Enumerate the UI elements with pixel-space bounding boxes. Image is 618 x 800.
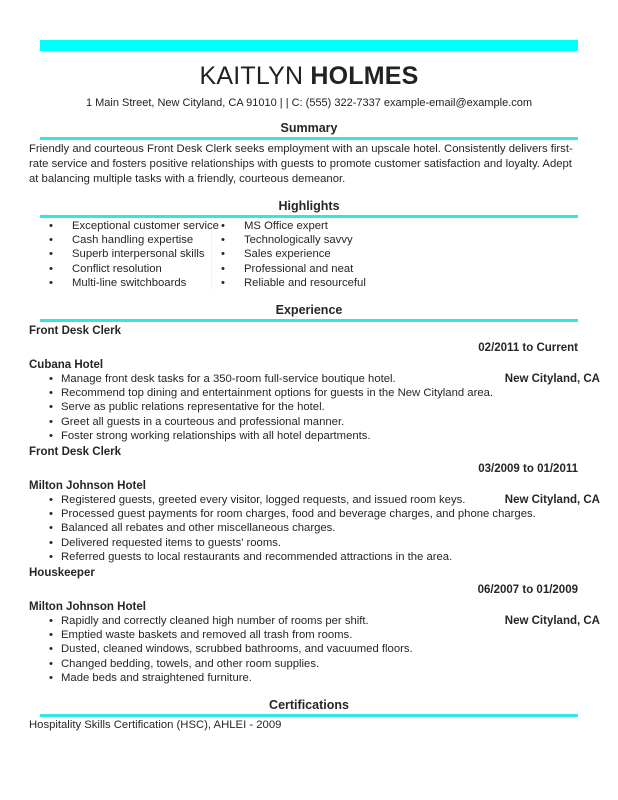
company-name: Milton Johnson Hotel: [29, 601, 146, 614]
job-duties: [40, 372, 600, 443]
duty-item: • Referred guests to local restaurants and recommended attractions in the area.: [29, 550, 578, 564]
duty-item: • Changed bedding, towels, and other room supplies.: [29, 657, 578, 671]
job-dates: 02/2011 to Current: [478, 342, 578, 355]
job-location: New Cityland, CA: [504, 494, 600, 507]
highlight-item: • Technologically savvy: [212, 233, 366, 247]
highlight-item: • Multi-line switchboards: [40, 276, 211, 290]
job-entry: [29, 445, 600, 564]
highlight-item: • Superb interpersonal skills: [40, 247, 211, 261]
job-entry: [29, 324, 600, 443]
duty-item: • Processed guest payments for room charges, food and beverage charges, and phone charges.: [29, 507, 578, 521]
duty-item: • Greet all guests in a courteous and professional manner.: [29, 415, 578, 429]
highlight-item: • MS Office expert: [212, 219, 366, 233]
job-dates: 06/2007 to 01/2009: [477, 584, 578, 597]
company-name: Cubana Hotel: [29, 359, 104, 372]
company-name: Milton Johnson Hotel: [29, 480, 146, 493]
summary-text: Friendly and courteous Front Desk Clerk seeks employment with an upscale hotel. Consistently delivers first-rate service and fosters positive relationships with guests to promote customer satisfaction and loyalty. Adept at balancing multiple tasks with a friendly, courteous demeanor.: [29, 143, 573, 185]
job-duties: [40, 614, 600, 685]
duty-item: [29, 493, 600, 507]
summary-heading: Summary: [280, 121, 338, 135]
highlights-column-2: [212, 219, 366, 290]
section-divider: [40, 215, 578, 218]
section-divider: [40, 714, 578, 717]
certifications-heading: Certifications: [269, 698, 349, 713]
section-divider: [40, 319, 578, 322]
duty-text: Registered guests, greeted every visitor, logged requests, and issued room keys.: [61, 494, 466, 507]
job-title: Houskeeper: [29, 567, 95, 580]
duty-text: Manage front desk tasks for a 350-room full-service boutique hotel.: [61, 373, 396, 386]
duty-item: • Balanced all rebates and other miscellaneous charges.: [29, 521, 578, 535]
highlight-item: • Conflict resolution: [40, 262, 211, 276]
duty-item: • Dusted, cleaned windows, scrubbed bathrooms, and vacuumed floors.: [29, 642, 578, 656]
highlight-item: • Professional and neat: [212, 262, 366, 276]
duty-item: • Recommend top dining and entertainment options for guests in the New Cityland area.: [29, 386, 578, 400]
duty-item: • Made beds and straightened furniture.: [29, 671, 578, 685]
last-name: HOLMES: [310, 62, 419, 90]
highlight-item: • Exceptional customer service: [40, 219, 211, 233]
highlights-list: [40, 219, 578, 290]
job-dates: 03/2009 to 01/2011: [478, 463, 578, 476]
contact-info: 1 Main Street, New Cityland, CA 91010 | | C: (555) 322-7337 example-email@example.com: [85, 97, 533, 109]
section-divider: [40, 137, 578, 140]
highlights-column-1: [40, 219, 219, 290]
top-accent-bar: [40, 40, 578, 51]
first-name: KAITLYN: [199, 62, 304, 90]
candidate-name: [40, 61, 578, 91]
experience-heading: Experience: [275, 303, 343, 318]
job-title: Front Desk Clerk: [29, 325, 122, 338]
job-location: New Cityland, CA: [504, 615, 600, 628]
duty-item: [29, 614, 600, 628]
highlight-item: • Reliable and resourceful: [212, 276, 366, 290]
job-duties: [40, 493, 600, 564]
duty-item: • Serve as public relations representative for the hotel.: [29, 400, 578, 414]
duty-item: • Foster strong working relationships with all hotel departments.: [29, 429, 578, 443]
job-title: Front Desk Clerk: [29, 446, 122, 459]
duty-item: • Emptied waste baskets and removed all trash from rooms.: [29, 628, 578, 642]
duty-item: • Delivered requested items to guests' rooms.: [29, 536, 578, 550]
certification-item: Hospitality Skills Certification (HSC), AHLEI - 2009: [29, 719, 282, 732]
highlights-heading: Highlights: [278, 199, 340, 213]
resume-page: [29, 40, 600, 732]
duty-text: Rapidly and correctly cleaned high number of rooms per shift.: [61, 615, 369, 628]
job-entry: [29, 566, 600, 685]
highlight-item: • Sales experience: [212, 247, 366, 261]
job-location: New Cityland, CA: [504, 373, 600, 386]
duty-item: [29, 372, 600, 386]
highlight-item: • Cash handling expertise: [40, 233, 211, 247]
